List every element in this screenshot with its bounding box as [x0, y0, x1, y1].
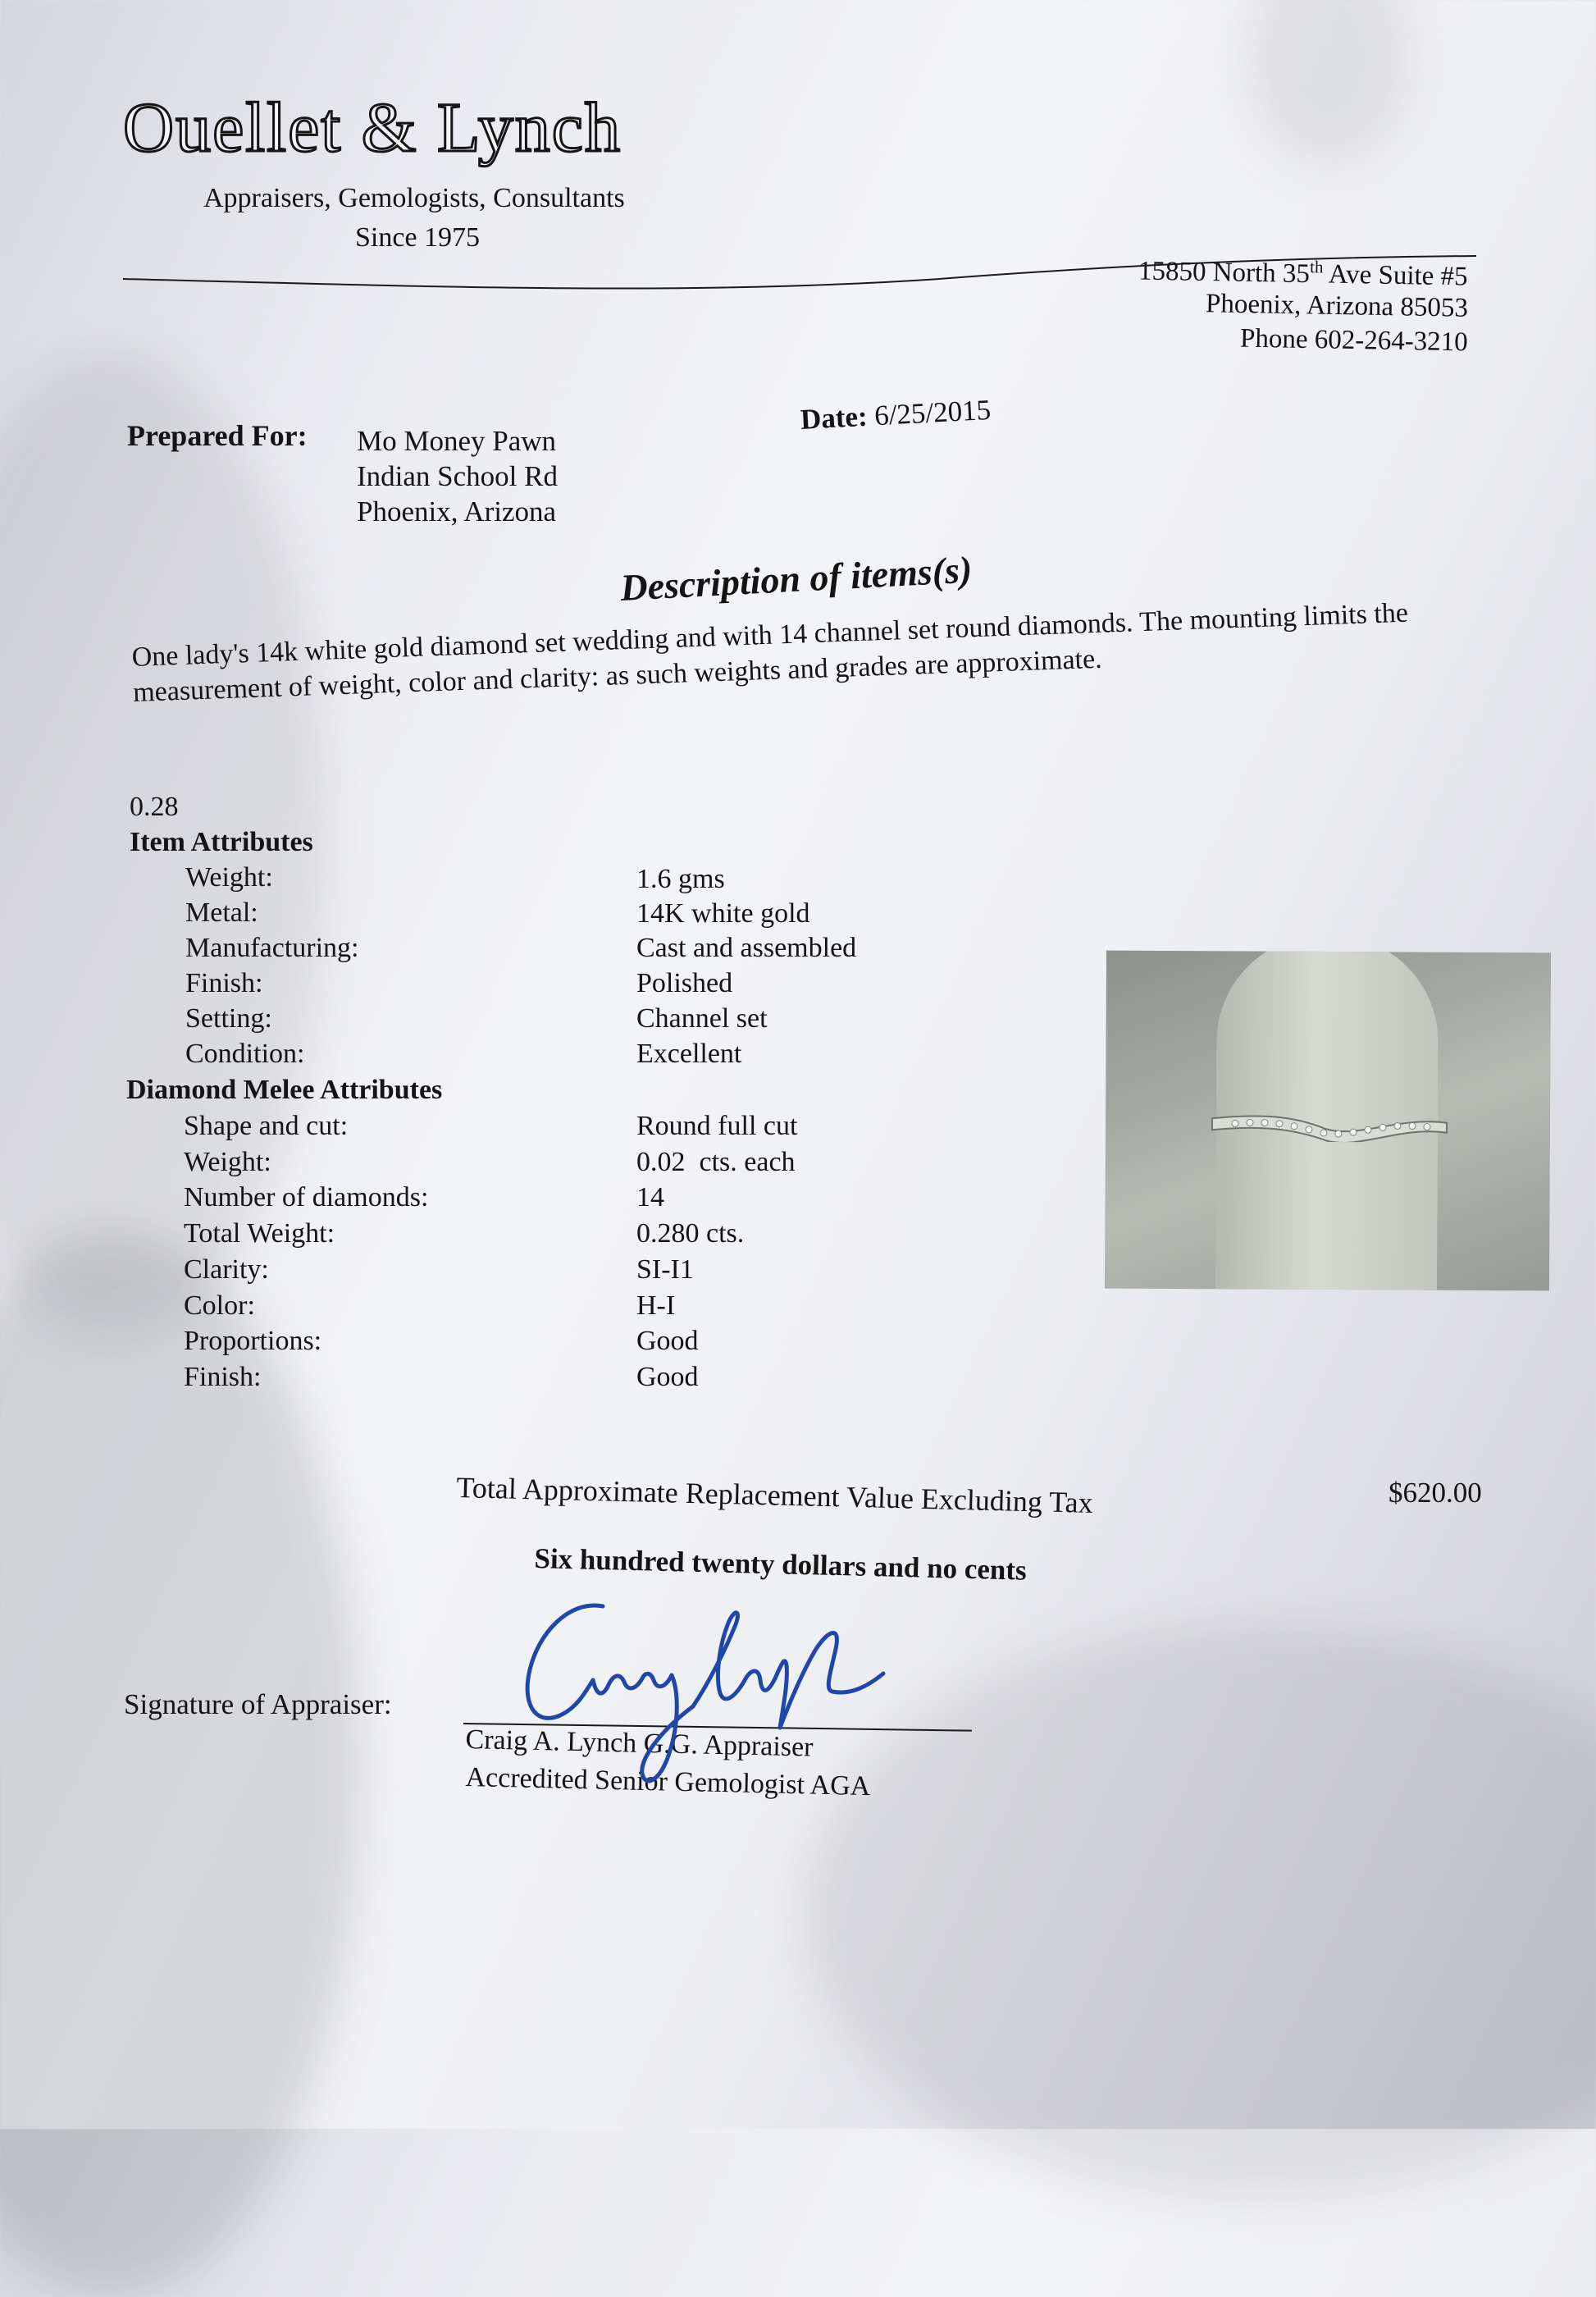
company-city: Phoenix, Arizona 85053: [1205, 289, 1469, 323]
diamond-attr-value: Good: [636, 1362, 699, 1392]
date-value: 6/25/2015: [873, 393, 992, 432]
diamond-attr-label: Total Weight:: [184, 1218, 335, 1249]
diamond-attr-label: Shape and cut:: [184, 1111, 349, 1141]
item-attr-label: Weight:: [185, 862, 273, 893]
diamond-attributes-title: Diamond Melee Attributes: [126, 1075, 443, 1105]
prepared-for-label: Prepared For:: [127, 419, 308, 452]
total-value-amount: $620.00: [1389, 1477, 1482, 1509]
item-attr-value: 1.6 gms: [636, 864, 725, 894]
item-attr-value: Cast and assembled: [636, 933, 857, 963]
ring-photo: [1105, 951, 1551, 1291]
item-number: 0.28: [130, 792, 179, 822]
item-description: One lady's 14k white gold diamond set wedding and with 14 channel set round diamonds. The mounting limits the measurement of weight, color and clarity: as such weights and grades are approximate.: [131, 597, 1409, 708]
handwritten-signature-icon: [504, 1583, 939, 1805]
ring-band-icon: [1211, 1107, 1448, 1143]
date-label: Date:: [800, 400, 869, 436]
total-value-label: Total Approximate Replacement Value Excluding Tax: [455, 1470, 1094, 1519]
client-name: Mo Money Pawn: [357, 425, 557, 457]
client-city: Phoenix, Arizona: [357, 495, 557, 527]
client-street: Indian School Rd: [357, 460, 558, 492]
diamond-attr-label: Color:: [184, 1290, 255, 1321]
item-attr-value: Channel set: [636, 1003, 768, 1034]
diamond-attr-label: Weight:: [184, 1147, 271, 1177]
item-attr-value: 14K white gold: [636, 898, 810, 929]
company-since: Since 1975: [355, 222, 481, 253]
diamond-attr-label: Number of diamonds:: [184, 1182, 429, 1212]
company-address: 15850 North 35th Ave Suite #5: [1138, 256, 1469, 292]
company-tagline: Appraisers, Gemologists, Consultants: [203, 183, 625, 213]
item-attr-value: Polished: [636, 968, 733, 998]
diamond-attr-value: 0.02 cts. each: [636, 1147, 796, 1177]
item-attr-label: Setting:: [185, 1003, 272, 1034]
diamond-attr-value: H-I: [636, 1290, 676, 1321]
item-attr-label: Finish:: [185, 968, 263, 998]
signature-label: Signature of Appraiser:: [124, 1688, 392, 1720]
diamond-attr-value: SI-I1: [636, 1254, 694, 1285]
appraiser-credential: Accredited Senior Gemologist AGA: [465, 1762, 871, 1802]
diamond-attr-value: Round full cut: [636, 1111, 798, 1141]
diamond-attr-label: Proportions:: [184, 1326, 322, 1356]
item-attr-label: Metal:: [185, 897, 258, 928]
item-attr-value: Excellent: [636, 1039, 742, 1069]
item-attr-label: Manufacturing:: [185, 933, 359, 963]
item-attr-label: Condition:: [185, 1039, 305, 1069]
item-attributes-title: Item Attributes: [130, 827, 313, 857]
appraiser-name: Craig A. Lynch G.G. Appraiser: [465, 1724, 814, 1763]
diamond-attr-label: Clarity:: [184, 1254, 269, 1285]
company-phone: Phone 602-264-3210: [1239, 323, 1469, 358]
diamond-attr-value: 0.280 cts.: [636, 1218, 745, 1249]
total-value-words: Six hundred twenty dollars and no cents: [534, 1542, 1028, 1587]
diamond-attr-value: 14: [636, 1182, 664, 1212]
description-heading: Description of items(s): [619, 548, 974, 609]
company-logo-text: Ouellet & Lynch: [123, 88, 622, 167]
diamond-attr-label: Finish:: [184, 1362, 262, 1392]
date-field: [800, 394, 992, 436]
diamond-attr-value: Good: [636, 1326, 699, 1356]
